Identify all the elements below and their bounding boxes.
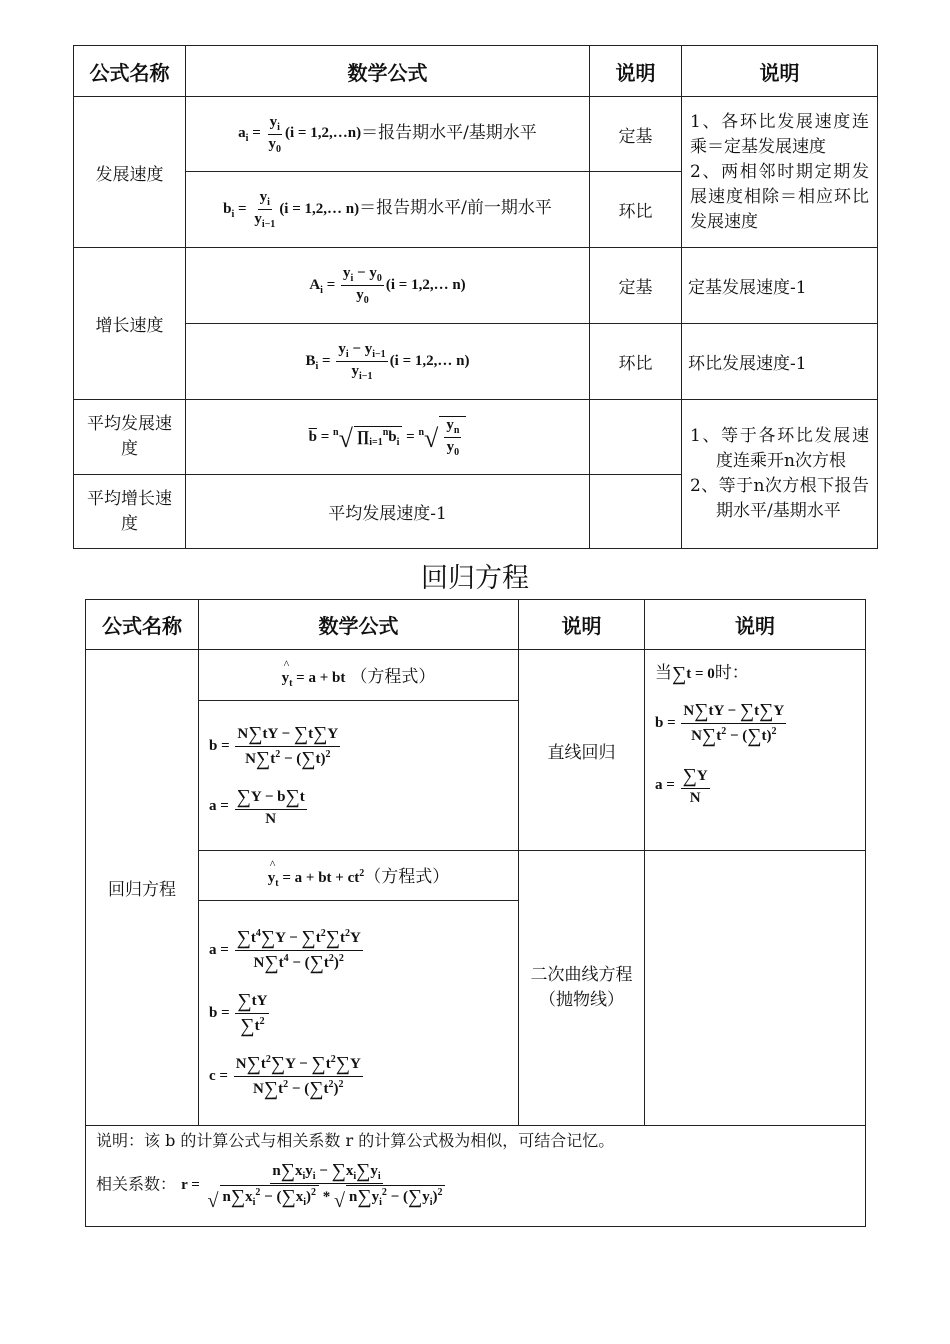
table-row xyxy=(74,400,878,475)
table-row xyxy=(86,851,866,901)
type-label: 定基 xyxy=(590,97,682,172)
growth-desc: 定基发展速度-1 xyxy=(682,248,878,324)
avg-dev-formula: $\overline{b} = ^n√$ $\prod_{i=1}^nb_i = ^n√$ $\frac{y_n}{y_0}$ xyxy=(186,400,590,475)
equation-note: （方程式） xyxy=(364,867,450,887)
section-title: 回归方程 xyxy=(421,563,529,594)
header-row xyxy=(74,46,878,97)
avg-description xyxy=(682,400,878,549)
avg-dev-name: 平均发展速度 xyxy=(74,400,186,475)
footer-note: 说明：该 b 的计算公式与相关系数 r 的计算公式极为相似，可结合记忆。 xyxy=(96,1131,615,1150)
avg-growth-name: 平均增长速度 xyxy=(74,475,186,549)
linear-equation: ^ $y_t = a$ + bt （方程式） xyxy=(199,650,519,701)
list-item: 1、等于各环比发展速度连乘开n次方根 xyxy=(690,426,869,471)
type-label: 定基 xyxy=(590,248,682,324)
header-note: 说明 xyxy=(590,46,682,97)
header-note-2: 说明 xyxy=(682,46,878,97)
quadratic-type: 二次曲线方程（抛物线） xyxy=(519,851,645,1126)
header-row xyxy=(86,600,866,650)
table-row xyxy=(86,1126,866,1227)
desc-text: 1、各环比发展速度连乘＝定基发展速度 2、两相邻时期定期发展速度相除＝相应环比发展速度 xyxy=(690,111,869,232)
type-label: 环比 xyxy=(590,172,682,248)
dev-speed-description xyxy=(682,97,878,248)
header-math-formula: 数学公式 xyxy=(186,46,590,97)
speed-table xyxy=(73,45,878,549)
dev-speed-formula-fixed: $a_i$ = $\frac{y_i}{y_0}$ (i = 1,2,…n)＝报告期水平/基期水平 xyxy=(186,97,590,172)
header-math-formula: 数学公式 xyxy=(199,600,519,650)
linear-condition-cell: 当∑t = 0时： b = $\frac{N\sum tY - \sum t\sum Y}{N\sum t^2 - (\sum t)^2}$ a = $\frac{\sum Y}{N}$ xyxy=(645,650,866,851)
quadratic-equation: ^ $y_t = a$ + bt + $ct^2$（方程式） xyxy=(199,851,519,901)
growth-speed-formula-fixed: $A_i$ = $\frac{y_i - y_0}{y_0}$ (i = 1,2,… n) xyxy=(186,248,590,324)
avg-growth-formula: 平均发展速度-1 xyxy=(186,475,590,549)
linear-coefficients: b = $\frac{N\sum tY - \sum t\sum Y}{N\sum t^2 - (\sum t)^2}$ a = $\frac{\sum Y - b\sum t}{N}$ xyxy=(199,701,519,851)
empty-cell xyxy=(590,400,682,475)
regression-name: 回归方程 xyxy=(86,650,199,1126)
dev-speed-formula-chain: $b_i$ = $\frac{y_i}{y_{i-1}}$ (i = 1,2,… n)＝报告期水平/前一期水平 xyxy=(186,172,590,248)
list-item: 2、等于n次方根下报告期水平/基期水平 xyxy=(690,476,869,521)
empty-cell xyxy=(590,475,682,549)
header-note: 说明 xyxy=(519,600,645,650)
header-note-2: 说明 xyxy=(645,600,866,650)
growth-speed-name: 增长速度 xyxy=(74,248,186,400)
header-formula-name: 公式名称 xyxy=(86,600,199,650)
table-row xyxy=(74,97,878,172)
table-row xyxy=(74,248,878,324)
linear-type: 直线回归 xyxy=(519,650,645,851)
formula-text: ＝报告期水平/前一期水平 xyxy=(359,197,552,218)
growth-desc: 环比发展速度-1 xyxy=(682,324,878,400)
table-row xyxy=(86,650,866,701)
footer-note-cell: 说明：该 b 的计算公式与相关系数 r 的计算公式极为相似，可结合记忆。 相关系数： r = $\frac{n\sum x_iy_i - \sum x_i\sum y_i}{√ n\sum x_i^2 - (\sum x_i)^2 * √ n\sum y_i^2 - (\sum y_i)^2}$ xyxy=(86,1126,866,1227)
table-row xyxy=(74,324,878,400)
header-formula-name: 公式名称 xyxy=(74,46,186,97)
equation-note: （方程式） xyxy=(350,666,436,687)
type-label: 环比 xyxy=(590,324,682,400)
growth-speed-formula-chain: $B_i$ = $\frac{y_i - y_{i-1}}{y_{i-1}}$ (i = 1,2,… n) xyxy=(186,324,590,400)
empty-cell xyxy=(645,851,866,1126)
condition-text: 时： xyxy=(714,663,749,683)
dev-speed-name: 发展速度 xyxy=(74,97,186,248)
formula-text: ＝报告期水平/基期水平 xyxy=(361,122,537,143)
regression-table xyxy=(85,599,866,1227)
corr-label: 相关系数： xyxy=(96,1174,177,1194)
quadratic-coefficients: a = $\frac{\sum t^4\sum Y - \sum t^2\sum t^2Y}{N\sum t^4 - (\sum t^2)^2}$ b = $\frac{\sum tY}{\sum t^2}$ c = $\frac{N\sum t^2\sum Y - \sum t^2\sum Y}{N\sum t^2 - (\sum t^2)^2}$ xyxy=(199,901,519,1126)
